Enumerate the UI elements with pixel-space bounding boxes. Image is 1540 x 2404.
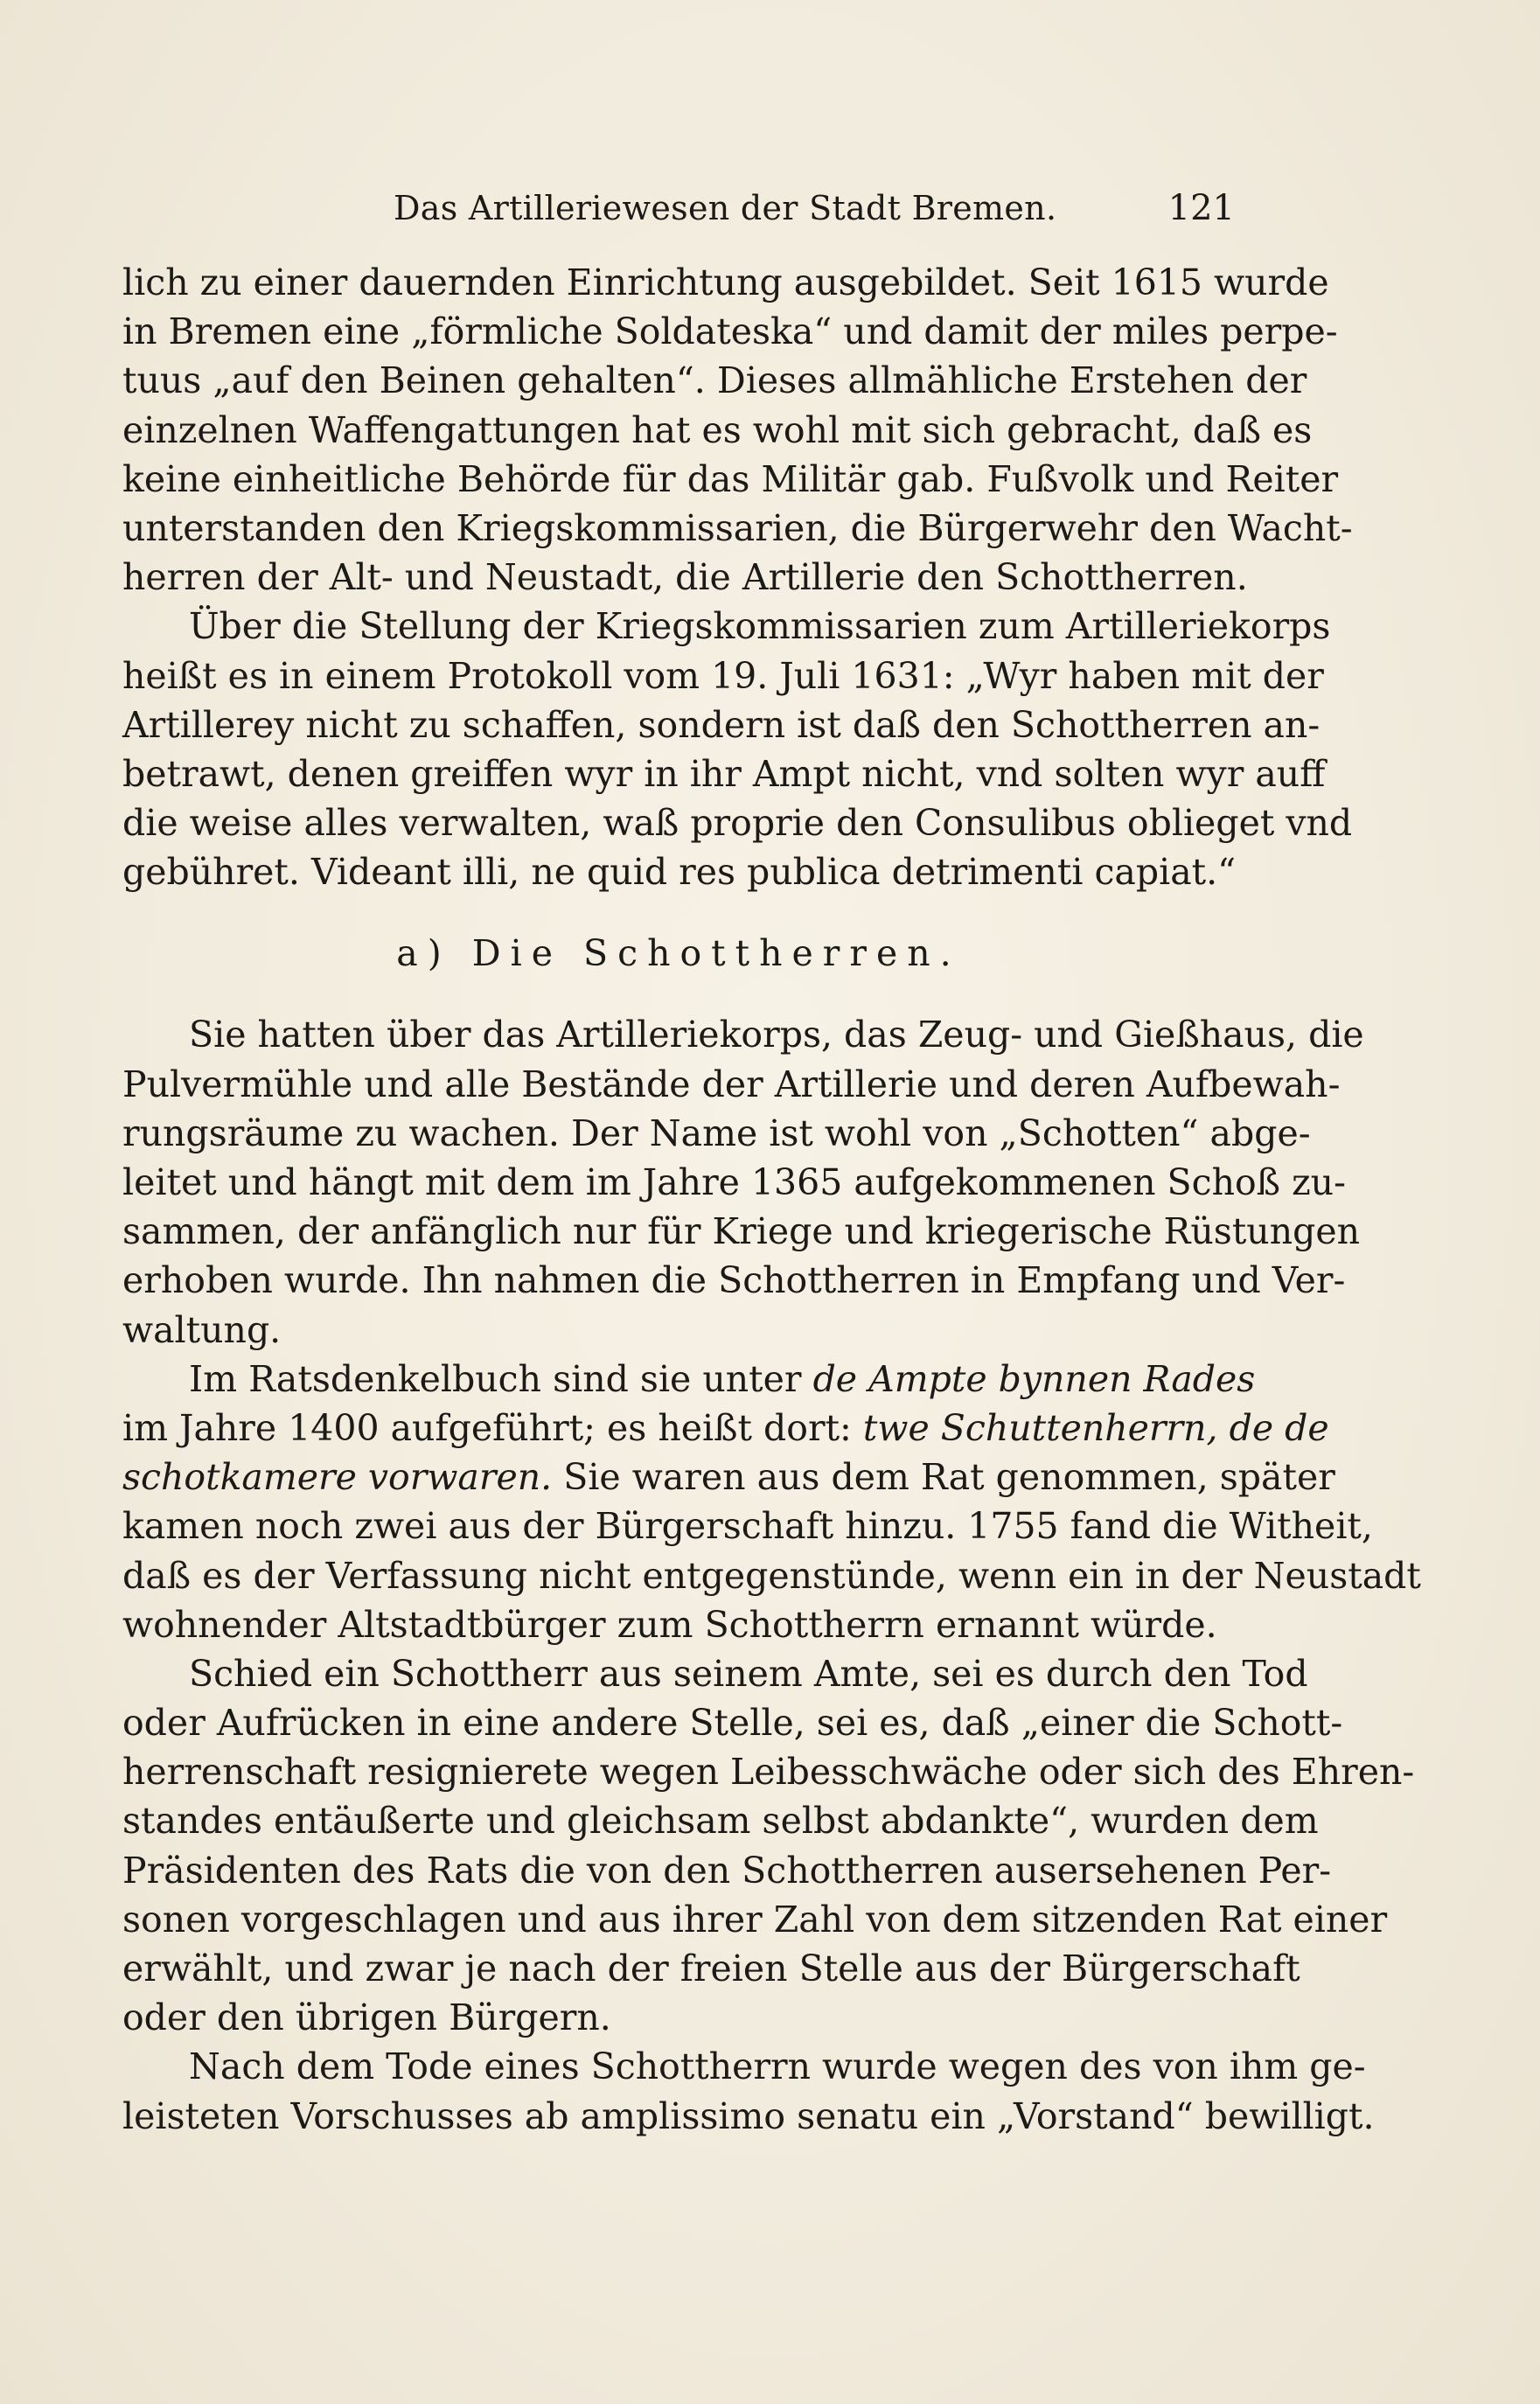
italic-quote: twe Schuttenherrn, de de — [862, 1406, 1329, 1449]
paragraph-2 — [122, 602, 1353, 896]
text-line: Schied ein Schottherr aus seinem Amte, sei es durch den Tod — [189, 1652, 1308, 1695]
running-title: Das Artilleriewesen der Stadt Bremen. — [394, 189, 1057, 227]
text-line: heißt es in einem Protokoll vom 19. Juli 1631: „Wyr haben mit der — [122, 654, 1324, 697]
paragraph-1 — [122, 258, 1353, 602]
text-line: herren der Alt- und Neustadt, die Artillerie den Schottherren. — [122, 556, 1248, 599]
text-line: Sie hatten über das Artilleriekorps, das Zeug- und Gießhaus, die — [189, 1014, 1364, 1056]
text-line: herrenschaft resignierete wegen Leibesschwäche oder sich des Ehren- — [122, 1751, 1415, 1794]
page-header — [122, 182, 1235, 234]
text-line: waltung. — [122, 1308, 282, 1351]
italic-quote: de Ampte bynnen Rades — [812, 1357, 1256, 1400]
text-line — [122, 1453, 1335, 1502]
text-line: sammen, der anfänglich nur für Kriege und kriegerische Rüstungen — [122, 1210, 1361, 1253]
text-line: standes entäußerte und gleichsam selbst abdankte“, wurden dem — [122, 1800, 1319, 1843]
text-line: erwählt, und zwar je nach der freien Stelle aus der Bürgerschaft — [122, 1948, 1300, 1989]
page-number: 121 — [1167, 188, 1235, 228]
text-line — [122, 1355, 1256, 1404]
text-line: Artillerey nicht zu schaffen, sondern ist daß den Schottherren an- — [122, 703, 1320, 746]
text-line: gebühret. Videant illi, ne quid res publica detrimenti capiat.“ — [122, 851, 1237, 894]
text-line: unterstanden den Kriegskommissarien, die Bürgerwehr den Wacht- — [122, 506, 1353, 549]
paragraph-5 — [122, 1649, 1415, 2043]
text-line: oder Aufrücken in eine andere Stelle, sei es, daß „einer die Schott- — [122, 1702, 1343, 1745]
text-line: kamen noch zwei aus der Bürgerschaft hinzu. 1755 fand die Witheit, — [122, 1505, 1373, 1548]
paragraph-3 — [122, 1010, 1364, 1354]
text-line: keine einheitliche Behörde für das Militär gab. Fußvolk und Reiter — [122, 457, 1339, 500]
text-line — [122, 1404, 1329, 1453]
text-line: die weise alles verwalten, waß proprie den Consulibus oblieget vnd — [122, 802, 1353, 845]
text-run: Sie waren aus dem Rat genommen, später — [563, 1456, 1335, 1499]
text-line: leisteten Vorschusses ab amplissimo senatu ein „Vorstand“ bewilligt. — [122, 2094, 1375, 2137]
text-line: tuus „auf den Beinen gehalten“. Dieses allmähliche Erstehen der — [122, 359, 1307, 402]
text-line: lich zu einer dauernden Einrichtung ausgebildet. Seit 1615 wurde — [122, 261, 1329, 303]
text-line: sonen vorgeschlagen und aus ihrer Zahl von dem sitzenden Rat einer — [122, 1898, 1388, 1941]
text-line: betrawt, denen greiffen wyr in ihr Ampt nicht, vnd solten wyr auff — [122, 752, 1326, 795]
spacer — [122, 896, 1235, 923]
text-line: Nach dem Tode eines Schottherrn wurde wegen des von ihm ge- — [189, 2045, 1366, 2088]
paragraph-4 — [122, 1355, 1421, 1649]
text-line: rungsräume zu wachen. Der Name ist wohl von „Schotten“ abge- — [122, 1111, 1311, 1154]
text-line: in Bremen eine „förmliche Soldateska“ und damit der miles perpe- — [122, 310, 1338, 353]
paragraph-6 — [122, 2042, 1375, 2140]
text-line: Präsidenten des Rats die von den Schottherren ausersehenen Per- — [122, 1849, 1332, 1892]
spacer — [122, 984, 1235, 1010]
text-line: wohnender Altstadtbürger zum Schottherrn ernannt würde. — [122, 1603, 1217, 1646]
text-run: im Jahre 1400 aufgeführt; es heißt dort: — [122, 1406, 852, 1449]
italic-quote: schotkamere vorwaren. — [122, 1456, 553, 1499]
text-line: einzelnen Waffengattungen hat es wohl mit sich gebracht, daß es — [122, 408, 1313, 451]
text-line: oder den übrigen Bürgern. — [122, 1996, 611, 2039]
text-line: Pulvermühle und alle Bestände der Artillerie und deren Aufbewah- — [122, 1063, 1341, 1105]
text-line: leitet und hängt mit dem im Jahre 1365 aufgekommenen Schoß zu- — [122, 1161, 1346, 1203]
text-line: daß es der Verfassung nicht entgegenstünde, wenn ein in der Neustadt — [122, 1554, 1421, 1597]
page-body — [122, 258, 1421, 2141]
text-run: Im Ratsdenkelbuch sind sie unter — [189, 1357, 802, 1400]
text-line: erhoben wurde. Ihn nahmen die Schottherren in Empfang und Ver- — [122, 1259, 1346, 1302]
section-heading: a) Die Schottherren. — [396, 932, 961, 975]
text-line: Über die Stellung der Kriegskommissarien zum Artilleriekorps — [189, 605, 1331, 648]
